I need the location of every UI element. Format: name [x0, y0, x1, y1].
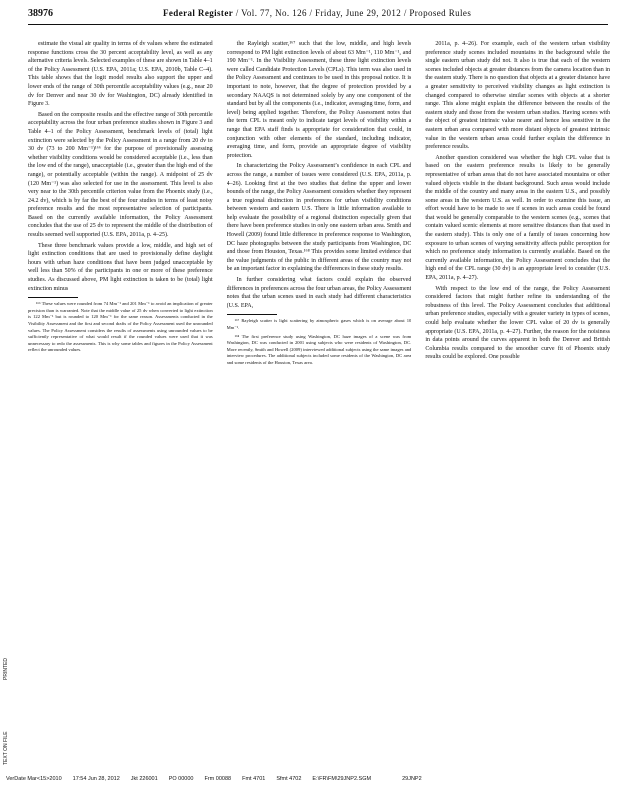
column-1: [28, 40, 213, 720]
footnote: ¹⁶⁶ These values were rounded from 74 Mm⁻¹ and 201 Mm⁻¹ to avoid an implication of greater precision than is warranted. Note that the middle value of 25 dv when converted to light extinction is 122 Mm⁻¹ but is rounded to 120 Mm⁻¹ for the same reason. Assessments conducted in the Visibility Assessment and the first and second drafts of the Policy Assessment used the unrounded values. The Policy Assessment considers the results of assessments using unrounded values to be sufficiently representative of what would result if the rounded values were used that it was unnecessary to redo the assessments. This is why some tables and figures in the Policy Assessment reflect the unrounded values.: [28, 301, 213, 353]
paragraph: estimate the visual air quality in terms of dv values where the estimated response functions cross the 30 percent acceptability level, as well as any alternative criteria levels. Selected examples of these are shown in Table 4–1 of the Policy Assessment (U.S. EPA, 2011a; U.S. EPA, 2010b, Table C–4). This table shows that the logit model results also support the upper and lower ends of the range of 30th percentile acceptability values (e.g., near 20 dv for Denver and near 30 dv for Washington, DC) already identified in Figure 3.: [28, 41, 213, 108]
paragraph: the Rayleigh scatter,¹⁶⁷ such that the low, middle, and high levels correspond to PM light extinction levels of about 63 Mm⁻¹, 110 Mm⁻¹, and 190 Mm⁻¹. In the Visibility Assessment, these three light extinction levels were called Candidate Protection Levels (CPLs). This term was also used in the Policy Assessment and continues to be used in this proposal notice. It is important to note, however, that the degree of protection provided by a secondary NAAQS is not determined solely by any one component of the standard but by all the components (i.e., indicator, averaging time, form, and level) being applied together. Therefore, the Policy Assessment notes that the term CPL is meant only to indicate target levels of visibility within a range that EPA staff finds is appropriate for consideration that could, in conjunction with other elements of the standard, including indicator, averaging time, and form, provide an appropriate degree of visibility protection.: [226, 41, 412, 159]
paragraph: In further considering what factors could explain the observed differences in preferences across the four urban areas, the Policy Assessment notes that the urban scenes used in each study had different characteristics (U.S. EPA,: [226, 277, 412, 309]
footer-fmt: Fmt 4701: [242, 776, 266, 782]
footer-sfmt: Sfmt 4702: [276, 776, 302, 782]
footer-verdate: VerDate Mar<15>2010: [6, 776, 62, 782]
page-header: [28, 8, 608, 22]
paragraph: Another question considered was whether the high CPL value that is based on the eastern preference results is likely to be generally representative of urban areas that do not have associated mountains or other valued objects visible in the distant background. Such areas would include the middle of the country and many areas in the eastern U.S., and possibly some areas in the western U.S. as well. In order to examine this issue, an effort would have to be made to see if scenes in such areas could be found that would be generally comparable to the western scenes (e.g., scenes that contain valued scenic elements at more sensitive distances than that used in the eastern study). This is only one of a family of issues concerning how exposure to urban scenes of varying sensitivity affects public perception for which no preference study information is currently available. Based on the currently available information, the Policy Assessment concludes that the high end of the CPL range (30 dv) is an appropriate level to consider (U.S. EPA, 2011a, p. 4–27).: [425, 154, 611, 282]
footer-frm: Frm 00088: [204, 776, 232, 782]
column-2: [227, 40, 412, 720]
paragraph: Based on the composite results and the effective range of 30th percentile acceptability across the four urban preference studies shown in Figure 3 and Table 4–1 of the Policy Assessment, benchmark levels of (total) light extinction were selected by the Policy Assessment in a range from 20 dv to 30 dv (73 to 200 Mm⁻¹)¹⁶⁶ for the purpose of provisionally assessing whether visibility conditions would be considered acceptable (i.e., less than the low end of the range), unacceptable (i.e., greater than the high end of the range), or potentially acceptable (within the range). A midpoint of 25 dv (120 Mm⁻¹) was also selected for use in the assessment. This level is also very near to the 30th percentile criterion value from the Phoenix study (i.e., 24.2 dv), which is by far the best of the four studies in terms of least noisy preference results and the most representative selection of participants. Based on the currently available information, the Policy Assessment concludes that the use of 25 dv to represent the middle of the distribution of results seemed well supported (U.S. EPA, 2011a, p. 4–25).: [28, 111, 213, 239]
running-head: [163, 8, 608, 18]
volume-issue-date: / Vol. 77, No. 126 / Friday, June 29, 2012 / Proposed Rules: [235, 8, 472, 18]
paragraph: These three benchmark values provide a low, middle, and high set of light extinction conditions that are used to provisionally define daylight hours with urban haze conditions that have been judged unacceptable by well less than 50% of the participants in one or more of these preference studies. As discussed above, PM light extinction is taken to be (total) light extinction minus: [28, 242, 213, 292]
sidebar-stamp-top: PRINTED: [3, 658, 9, 680]
paragraph: 2011a, p. 4–26). For example, each of the western urban visibility preference study scenes included mountains in the background while the single eastern urban study did not. It also is true that each of the western scenes included objects at greater distances from the camera location than in the eastern study. There is no question that objects at a greater distance have a greater sensitivity to perceived visibility changes as light extinction is changed compared to otherwise similar scenes with objects at a shorter range. This alone might explain the difference between the results of the eastern study and those from the western urban studies. Having scenes with the object of greatest intrinsic value nearer and hence less sensitive in the eastern urban area compared with more distant objects of greatest intrinsic value in the western urban areas could further explain the difference in preference results.: [425, 41, 611, 151]
header-rule: [28, 24, 608, 25]
footer-jkt: Jkt 226001: [130, 776, 158, 782]
footer-po: PO 00000: [168, 776, 194, 782]
footnote: ¹⁶⁸ The first preference study using Washington, DC haze images of a scene was from Washington, DC was conducted in 2001 using subjects who were residents of Washington, DC. More recently, Smith and Howell (2009) interviewed additional subjects using the same images and interview procedures. The additional subjects included some residents of the Washington, DC area and some residents of the Houston, Texas area.: [226, 333, 412, 365]
publication-name: Federal Register: [163, 8, 234, 18]
footnote: ¹⁶⁷ Rayleigh scatter is light scattering by atmospheric gases which is on average about 10 Mm⁻¹.: [226, 318, 412, 330]
paragraph: With respect to the low end of the range, the Policy Assessment considered factors that might further refine its understanding of the robustness of this level. The Policy Assessment concludes that additional urban preference studies, especially with a greater variety in types of scenes, could help evaluate whether the lower CPL value of 20 dv is generally appropriate (U.S. EPA, 2011a, p. 4–27). Further, the reason for the noisiness in data points around the curves apparent in both the Denver and British Columbia results compared to the smoother curve fit of Phoenix study results could be explored. One possible: [425, 285, 611, 361]
footer-file: E:\FR\FM\29JNP2.SGM: [312, 776, 372, 782]
text-columns: [28, 40, 610, 720]
page-footer: [6, 773, 608, 785]
column-3: [425, 40, 610, 720]
paragraph: In characterizing the Policy Assessment’s confidence in each CPL and across the range, a number of issues were considered (U.S. EPA, 2011a, p. 4–26). Looking first at the two studies that define the upper and lower bounds of the range, the Policy Assessment considers whether they represent a true regional distinction in preferences for urban visibility conditions between western and eastern U.S. There is little information available to help evaluate the possibility of a regional distinction especially given that there have been preference studies in only one eastern urban area. Smith and Howell (2009) found little difference in preference response to Washington, DC haze photographs between the study participants from Washington, DC and those from Houston, Texas.¹⁶⁸ This provides some limited evidence that the value judgments of the public in different areas of the country may not be an important factor in explaining the differences in these study results.: [226, 163, 412, 273]
footer-time: 17:54 Jun 28, 2012: [72, 776, 120, 782]
footer-code: 29JNP2: [402, 776, 422, 782]
sidebar-stamp-bottom: TEXT ON FILE: [3, 731, 9, 765]
footnote-rule: [227, 314, 277, 315]
footnote-rule: [28, 297, 78, 298]
page-number: 38976: [28, 8, 53, 19]
